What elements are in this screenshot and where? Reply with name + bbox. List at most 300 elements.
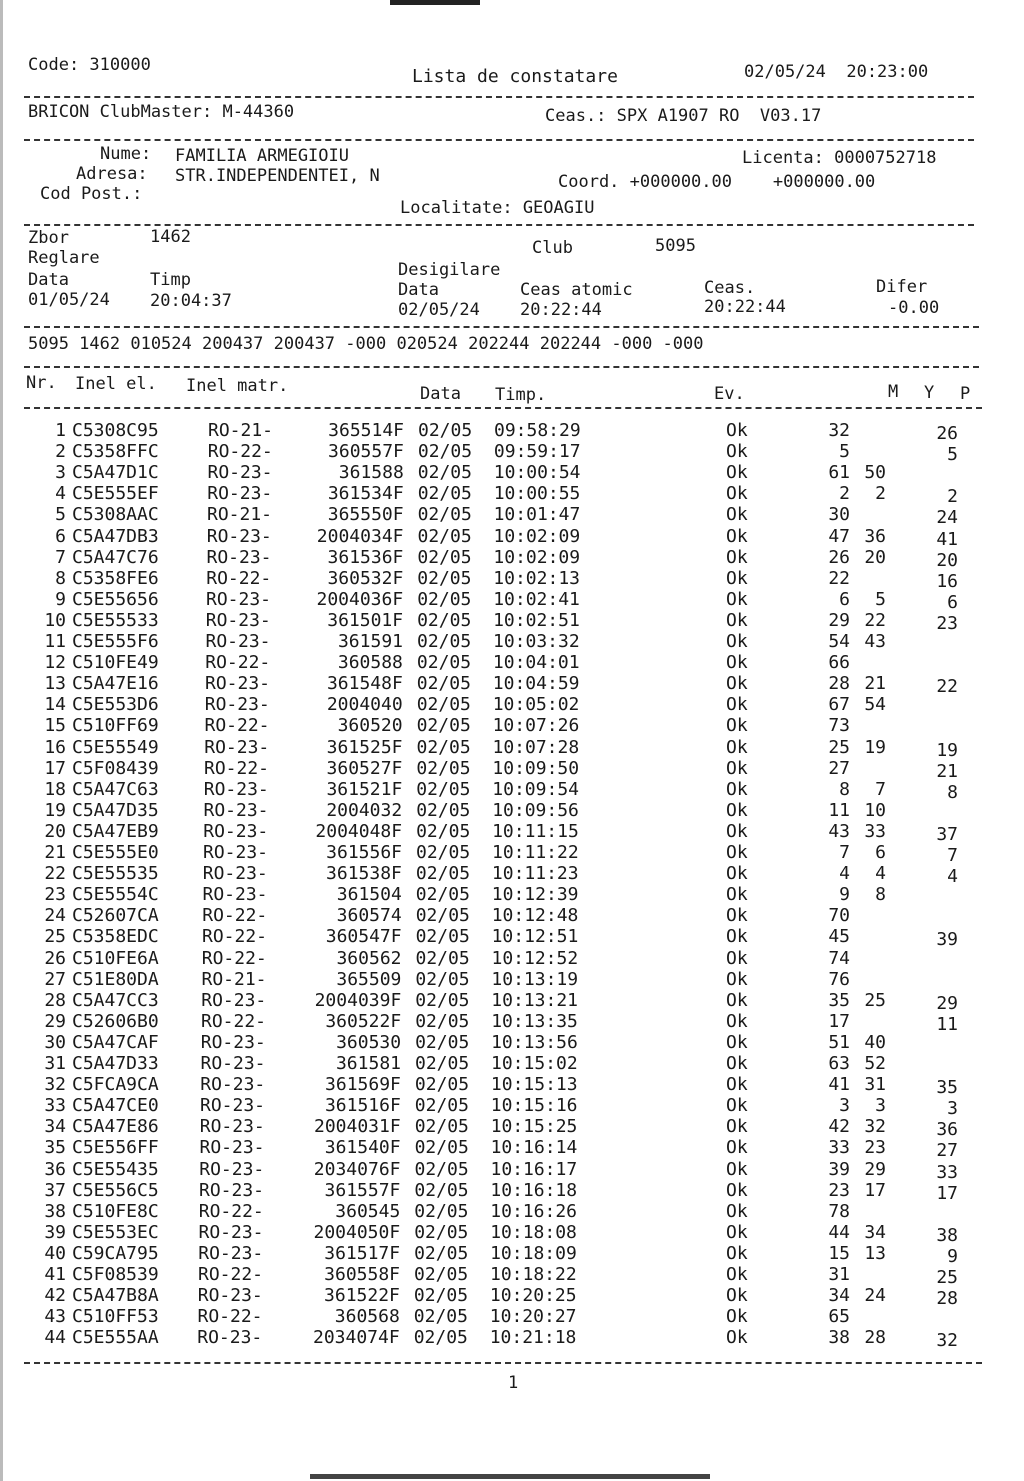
rank-y: 7: [875, 778, 886, 800]
ring-prefix: RO-23-: [203, 778, 269, 800]
rank-p: 39: [936, 929, 958, 951]
arrival-time: 10:18:09: [490, 1242, 577, 1264]
ring-number: 361501F: [327, 609, 404, 631]
row-number: 27: [44, 968, 66, 990]
arrival-date: 02/05: [416, 799, 471, 821]
arrival-date: 02/05: [417, 504, 472, 526]
arrival-date: 02/05: [415, 1010, 470, 1032]
event-status: Ok: [726, 1031, 748, 1053]
arrival-date: 02/05: [414, 1116, 469, 1138]
arrival-time: 10:05:02: [492, 694, 580, 716]
event-status: Ok: [726, 1306, 748, 1328]
rank-m: 29: [828, 609, 850, 631]
arrival-date: 02/05: [417, 567, 472, 589]
arrival-time: 10:09:54: [492, 778, 579, 800]
event-status: Ok: [726, 504, 748, 526]
electronic-ring: C5E55533: [72, 609, 159, 631]
event-status: Ok: [726, 863, 748, 885]
rank-m: 51: [828, 1031, 850, 1053]
rank-m: 8: [839, 778, 850, 800]
electronic-ring: C5A47D35: [72, 799, 159, 821]
ring-number: 2034074F: [312, 1327, 400, 1349]
zbor-label: Zbor: [28, 228, 69, 248]
arrival-date: 02/05: [413, 1327, 468, 1349]
rank-y: 31: [864, 1074, 886, 1096]
event-status: Ok: [726, 673, 748, 695]
rank-y: 43: [864, 631, 886, 652]
arrival-date: 02/05: [415, 863, 471, 885]
ring-number: 2004036F: [316, 588, 404, 610]
page-number: 1: [508, 1373, 519, 1393]
row-number: 44: [44, 1327, 66, 1349]
ring-prefix: RO-23-: [199, 1158, 265, 1180]
row-number: 35: [44, 1137, 66, 1159]
row-number: 37: [44, 1179, 66, 1201]
rank-p: 28: [936, 1288, 958, 1310]
electronic-ring: C510FF53: [72, 1306, 159, 1328]
row-number: 41: [44, 1264, 66, 1285]
arrival-date: 02/05: [414, 1137, 469, 1159]
code-label: Code: 310000: [28, 55, 151, 75]
ring-prefix: RO-22-: [207, 441, 273, 463]
arrival-date: 02/05: [413, 1285, 469, 1307]
ring-prefix: RO-23-: [200, 1095, 266, 1117]
ring-number: 360562: [336, 947, 402, 969]
row-number: 8: [55, 567, 66, 589]
row-number: 10: [44, 609, 66, 631]
ring-number: 360545: [335, 1200, 401, 1222]
arrival-date: 02/05: [416, 842, 471, 863]
ring-prefix: RO-23-: [205, 673, 271, 695]
rank-p: 35: [936, 1077, 958, 1099]
arrival-date: 02/05: [414, 1179, 469, 1201]
row-number: 30: [44, 1031, 66, 1053]
electronic-ring: C5A47DB3: [72, 525, 159, 547]
arrival-date: 02/05: [415, 968, 470, 990]
row-number: 23: [44, 884, 66, 906]
event-status: Ok: [726, 820, 748, 842]
rank-m: 44: [828, 1221, 850, 1243]
row-number: 18: [44, 778, 66, 800]
rank-m: 47: [828, 525, 850, 547]
event-status: Ok: [726, 715, 748, 737]
electronic-ring: C5E5554C: [72, 884, 159, 906]
rank-m: 34: [828, 1285, 850, 1307]
arrival-time: 10:09:56: [492, 799, 579, 821]
separator: [24, 96, 974, 98]
ring-number: 361521F: [326, 778, 403, 800]
row-number: 9: [55, 588, 66, 610]
electronic-ring: C510FE49: [72, 652, 159, 674]
arrival-date: 02/05: [417, 631, 472, 652]
row-number: 22: [44, 863, 66, 885]
arrival-time: 09:58:29: [494, 420, 581, 441]
row-number: 25: [44, 926, 66, 948]
rank-y: 28: [864, 1327, 886, 1349]
electronic-ring: C510FE8C: [72, 1200, 159, 1222]
ring-prefix: RO-22-: [204, 715, 270, 737]
arrival-date: 02/05: [415, 905, 470, 927]
row-number: 19: [44, 799, 66, 821]
ceas-atomic-label: Ceas atomic: [520, 280, 633, 300]
desigilare-data-label: Data: [398, 280, 439, 300]
arrival-time: 10:11:22: [492, 842, 579, 863]
ring-number: 361516F: [324, 1095, 401, 1117]
row-number: 33: [44, 1095, 66, 1117]
rank-m: 27: [828, 757, 850, 779]
ring-prefix: RO-23-: [198, 1221, 264, 1243]
rank-y: 6: [875, 842, 886, 863]
rank-p: 9: [947, 1245, 958, 1267]
arrival-time: 10:04:01: [492, 652, 580, 674]
electronic-ring: C5A47C76: [72, 546, 159, 568]
arrival-date: 02/05: [417, 441, 473, 463]
rank-y: 21: [864, 673, 886, 695]
arrival-time: 10:00:54: [493, 462, 581, 484]
rank-p: 26: [936, 423, 958, 444]
postcode-label: Cod Post.:: [40, 184, 143, 204]
difer-label: Difer: [876, 277, 928, 297]
arrival-time: 10:16:17: [490, 1158, 578, 1180]
event-status: Ok: [726, 631, 748, 652]
arrival-time: 10:07:28: [492, 736, 580, 758]
clock-model: Ceas.: SPX A1907 RO V03.17: [545, 106, 822, 126]
rank-m: 15: [828, 1242, 850, 1264]
electronic-ring: C5E55549: [72, 736, 159, 758]
electronic-ring: C59CA795: [72, 1242, 159, 1264]
separator: [24, 407, 982, 409]
rank-p: 24: [936, 507, 958, 529]
event-status: Ok: [726, 694, 748, 716]
rank-y: 5: [875, 588, 886, 610]
rank-p: 41: [936, 528, 958, 550]
ring-number: 361581: [335, 1053, 401, 1074]
electronic-ring: C5E555AA: [72, 1327, 159, 1349]
ring-prefix: RO-23-: [202, 863, 268, 885]
electronic-ring: C5E555E0: [72, 842, 159, 863]
atomic-time: 20:22:44: [520, 300, 602, 320]
event-status: Ok: [726, 1327, 748, 1349]
arrival-time: 10:16:26: [490, 1200, 577, 1222]
rank-m: 42: [828, 1116, 850, 1138]
arrival-date: 02/05: [414, 1242, 469, 1264]
ring-number: 2004048F: [315, 820, 403, 842]
electronic-ring: C5E55656: [72, 588, 159, 610]
event-status: Ok: [726, 546, 748, 568]
encoded-line: 5095 1462 010524 200437 200437 -000 020524 202244 202244 -000 -000: [28, 334, 704, 354]
rank-m: 30: [828, 504, 850, 526]
paper-edge: [0, 0, 3, 1481]
row-number: 39: [44, 1221, 66, 1243]
row-number: 7: [55, 546, 66, 568]
electronic-ring: C510FF69: [72, 715, 159, 737]
rank-m: 11: [828, 799, 850, 821]
ring-number: 361588: [338, 462, 404, 484]
reglare-timp-label: Timp: [150, 270, 191, 290]
address-label: Adresa:: [76, 164, 148, 184]
arrival-date: 02/05: [415, 926, 470, 948]
ring-prefix: RO-23-: [199, 1116, 265, 1138]
arrival-time: 10:20:25: [489, 1285, 577, 1307]
ring-prefix: RO-23-: [200, 1053, 266, 1074]
electronic-ring: C5A47CC3: [72, 989, 159, 1011]
ring-prefix: RO-22-: [201, 947, 267, 969]
rank-y: 29: [864, 1158, 886, 1180]
separator: [24, 326, 979, 328]
rank-m: 33: [828, 1137, 850, 1159]
rank-m: 17: [828, 1010, 850, 1032]
arrival-date: 02/05: [417, 609, 472, 631]
electronic-ring: C5A47EB9: [72, 820, 159, 842]
ring-number: 360588: [337, 652, 403, 674]
separator: [24, 1362, 982, 1364]
col-p: P: [960, 384, 971, 404]
ring-prefix: RO-23-: [207, 462, 273, 484]
ring-number: 361556F: [326, 842, 402, 863]
rank-m: 38: [828, 1327, 850, 1349]
electronic-ring: C5F08539: [72, 1264, 159, 1285]
rank-p: 29: [936, 992, 958, 1014]
ring-number: 2004040: [326, 694, 403, 716]
ring-prefix: RO-22-: [205, 652, 271, 674]
rank-m: 22: [828, 567, 850, 589]
scan-artifact-top: [390, 0, 480, 5]
rank-m: 32: [828, 420, 850, 441]
arrival-date: 02/05: [418, 420, 473, 441]
col-ev: Ev.: [714, 384, 745, 404]
ring-prefix: RO-23-: [201, 989, 267, 1011]
electronic-ring: C5A47D33: [72, 1053, 159, 1074]
electronic-ring: C5A47C63: [72, 778, 159, 800]
rank-p: 3: [947, 1098, 958, 1120]
rank-p: 33: [936, 1161, 958, 1183]
col-data: Data: [420, 384, 461, 404]
rank-p: 19: [936, 739, 958, 761]
row-number: 2: [55, 441, 66, 463]
rank-y: 52: [864, 1053, 886, 1074]
rank-p: 17: [936, 1182, 958, 1204]
rank-p: 4: [947, 866, 958, 888]
electronic-ring: C5A47CE0: [72, 1095, 159, 1117]
arrival-date: 02/05: [417, 462, 472, 484]
event-status: Ok: [726, 483, 748, 505]
arrival-time: 10:03:32: [493, 631, 580, 652]
rank-p: 36: [936, 1119, 958, 1141]
ring-number: 361557F: [324, 1179, 401, 1201]
arrival-date: 02/05: [415, 947, 470, 969]
ring-number: 361540F: [324, 1137, 401, 1159]
event-status: Ok: [726, 842, 748, 863]
ring-prefix: RO-23-: [199, 1137, 265, 1159]
electronic-ring: C5358FFC: [72, 441, 159, 463]
row-number: 15: [44, 715, 66, 737]
electronic-ring: C5E555EF: [72, 483, 159, 505]
ring-number: 360558F: [324, 1264, 400, 1285]
ring-prefix: RO-23-: [204, 736, 270, 758]
event-status: Ok: [726, 462, 748, 484]
row-number: 36: [44, 1158, 66, 1180]
arrival-time: 10:12:39: [491, 884, 579, 906]
row-number: 16: [44, 736, 66, 758]
owner-address: STR.INDEPENDENTEI, N: [175, 166, 380, 186]
document-title: Lista de constatare: [412, 66, 618, 87]
row-number: 13: [44, 673, 66, 695]
rank-m: 43: [828, 820, 850, 842]
print-datetime: 02/05/24 20:23:00: [744, 62, 929, 82]
owner-name: FAMILIA ARMEGIOIU: [175, 146, 349, 166]
event-status: Ok: [726, 420, 748, 441]
arrival-time: 10:02:13: [493, 567, 580, 589]
separator: [24, 366, 979, 368]
system-name: BRICON ClubMaster: M-44360: [28, 102, 295, 122]
ring-prefix: RO-23-: [207, 483, 273, 505]
rank-m: 61: [828, 462, 850, 484]
ring-number: 2004031F: [313, 1116, 401, 1138]
rank-m: 78: [828, 1200, 850, 1222]
rank-p: 20: [936, 549, 958, 571]
rank-m: 63: [828, 1053, 850, 1074]
arrival-time: 10:13:21: [491, 989, 578, 1011]
electronic-ring: C5E553EC: [72, 1221, 159, 1243]
ring-prefix: RO-23-: [203, 799, 269, 821]
event-status: Ok: [726, 567, 748, 589]
arrival-date: 02/05: [416, 757, 471, 779]
rank-m: 28: [828, 673, 850, 695]
arrival-time: 10:16:14: [490, 1137, 578, 1159]
electronic-ring: C5E55435: [72, 1158, 159, 1180]
reglare-label: Reglare: [28, 248, 100, 268]
rank-p: 32: [936, 1330, 958, 1352]
event-status: Ok: [726, 588, 748, 610]
event-status: Ok: [726, 525, 748, 547]
arrival-date: 02/05: [417, 546, 472, 568]
electronic-ring: C5A47CAF: [72, 1031, 159, 1053]
arrival-date: 02/05: [413, 1306, 468, 1328]
event-status: Ok: [726, 1221, 748, 1243]
ring-number: 2004032: [326, 799, 403, 821]
event-status: Ok: [726, 1053, 748, 1074]
desigilare-label: Desigilare: [398, 260, 501, 280]
electronic-ring: C5308AAC: [72, 504, 159, 526]
rank-y: 8: [875, 884, 886, 906]
rank-m: 70: [828, 905, 850, 927]
event-status: Ok: [726, 757, 748, 779]
electronic-ring: C5358FE6: [72, 567, 159, 589]
ring-prefix: RO-23-: [203, 842, 269, 863]
col-y: Y: [924, 383, 935, 403]
row-number: 17: [44, 757, 66, 779]
desigilare-date: 02/05/24: [398, 300, 480, 320]
rank-y: 25: [864, 989, 886, 1011]
arrival-time: 10:13:19: [491, 968, 579, 990]
rank-y: 54: [864, 694, 886, 716]
electronic-ring: C510FE6A: [72, 947, 159, 969]
clock-difference: -0.00: [888, 298, 940, 318]
event-status: Ok: [726, 884, 748, 906]
arrival-time: 10:15:16: [490, 1095, 578, 1117]
arrival-date: 02/05: [415, 989, 470, 1011]
row-number: 40: [44, 1242, 66, 1264]
event-status: Ok: [726, 736, 748, 758]
arrival-date: 02/05: [415, 1053, 470, 1074]
rank-y: 33: [864, 820, 886, 842]
rank-y: 34: [864, 1221, 886, 1243]
rank-m: 23: [828, 1179, 850, 1201]
rank-m: 6: [839, 588, 850, 610]
rank-m: 35: [828, 989, 850, 1011]
scan-artifact-bottom: [310, 1474, 710, 1479]
ring-prefix: RO-23-: [198, 1242, 264, 1264]
arrival-date: 02/05: [414, 1074, 470, 1096]
ring-number: 361591: [337, 631, 403, 652]
event-status: Ok: [726, 947, 748, 969]
ring-number: 360527F: [326, 757, 403, 779]
arrival-time: 10:00:55: [493, 483, 581, 505]
ring-prefix: RO-23-: [206, 525, 272, 547]
rank-p: 22: [936, 676, 958, 698]
arrival-time: 10:13:35: [491, 1010, 578, 1032]
arrival-time: 09:59:17: [493, 441, 581, 463]
ring-number: 365514F: [328, 420, 404, 441]
electronic-ring: C5A47D1C: [72, 462, 159, 484]
ring-prefix: RO-23-: [197, 1327, 263, 1349]
arrival-date: 02/05: [417, 525, 472, 547]
event-status: Ok: [726, 1242, 748, 1264]
license-number: Licenta: 0000752718: [742, 148, 937, 168]
row-number: 32: [44, 1074, 66, 1096]
arrival-time: 10:13:56: [491, 1031, 578, 1053]
arrival-time: 10:11:15: [492, 820, 579, 842]
rank-m: 9: [839, 884, 850, 906]
rank-p: 5: [947, 444, 958, 466]
ring-number: 360568: [334, 1306, 400, 1328]
rank-y: 22: [864, 609, 886, 631]
arrival-date: 02/05: [414, 1264, 469, 1285]
rank-m: 74: [828, 947, 850, 969]
row-number: 28: [44, 989, 66, 1011]
rank-p: 8: [947, 781, 958, 803]
arrival-time: 10:04:59: [492, 673, 580, 695]
rank-y: 2: [875, 483, 886, 505]
rank-y: 23: [864, 1137, 886, 1159]
row-number: 14: [44, 694, 66, 716]
electronic-ring: C5A47E16: [72, 673, 159, 695]
ring-prefix: RO-22-: [206, 567, 272, 589]
electronic-ring: C52606B0: [72, 1010, 159, 1032]
event-status: Ok: [726, 1116, 748, 1138]
rank-p: 21: [936, 760, 958, 782]
ring-number: 361522F: [324, 1285, 400, 1307]
arrival-date: 02/05: [416, 652, 472, 674]
ring-prefix: RO-23-: [200, 1074, 266, 1096]
ring-number: 361517F: [324, 1242, 401, 1264]
row-number: 26: [44, 947, 66, 969]
ring-prefix: RO-21-: [207, 504, 273, 526]
arrival-time: 10:15:02: [491, 1053, 578, 1074]
col-timp: Timp.: [495, 385, 547, 405]
arrival-time: 10:16:18: [490, 1179, 578, 1201]
coordinates: Coord. +000000.00 +000000.00: [558, 172, 876, 192]
rank-m: 4: [839, 863, 850, 885]
ring-prefix: RO-22-: [201, 1010, 267, 1032]
rank-y: 24: [864, 1285, 886, 1307]
event-status: Ok: [726, 609, 748, 631]
row-number: 1: [55, 420, 66, 441]
ring-number: 365550F: [327, 504, 404, 526]
electronic-ring: C5A47E86: [72, 1116, 159, 1138]
arrival-date: 02/05: [416, 673, 471, 695]
rank-y: 4: [875, 863, 886, 885]
